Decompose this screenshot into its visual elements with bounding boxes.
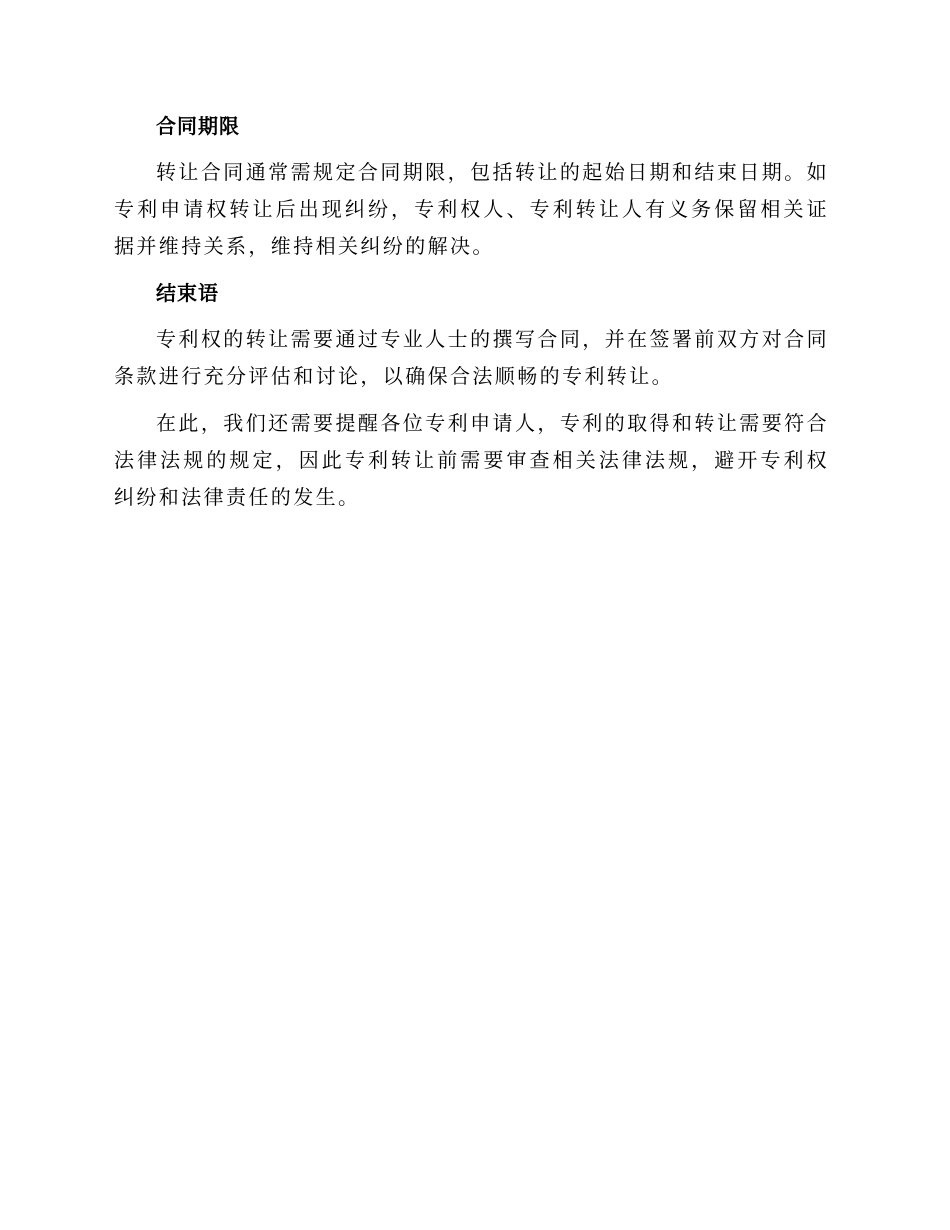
paragraph-conclusion-1: 专利权的转让需要通过专业人士的撰写合同，并在签署前双方对合同条款进行充分评估和讨论，以确保合法顺畅的专利转让。 [114, 327, 829, 388]
paragraph-conclusion-2: 在此，我们还需要提醒各位专利申请人，专利的取得和转让需要符合法律法规的规定，因此专利转让前需要审查相关法律法规，避开专利权纠纷和法律责任的发生。 [114, 411, 829, 509]
paragraph-contract-term: 转让合同通常需规定合同期限，包括转让的起始日期和结束日期。如专利申请权转让后出现纠纷，专利权人、专利转让人有义务保留相关证据并维持关系，维持相关纠纷的解决。 [114, 160, 829, 258]
section-heading-contract-term: 合同期限 [156, 114, 240, 138]
document-body [114, 108, 829, 516]
section-heading-conclusion: 结束语 [156, 281, 219, 305]
